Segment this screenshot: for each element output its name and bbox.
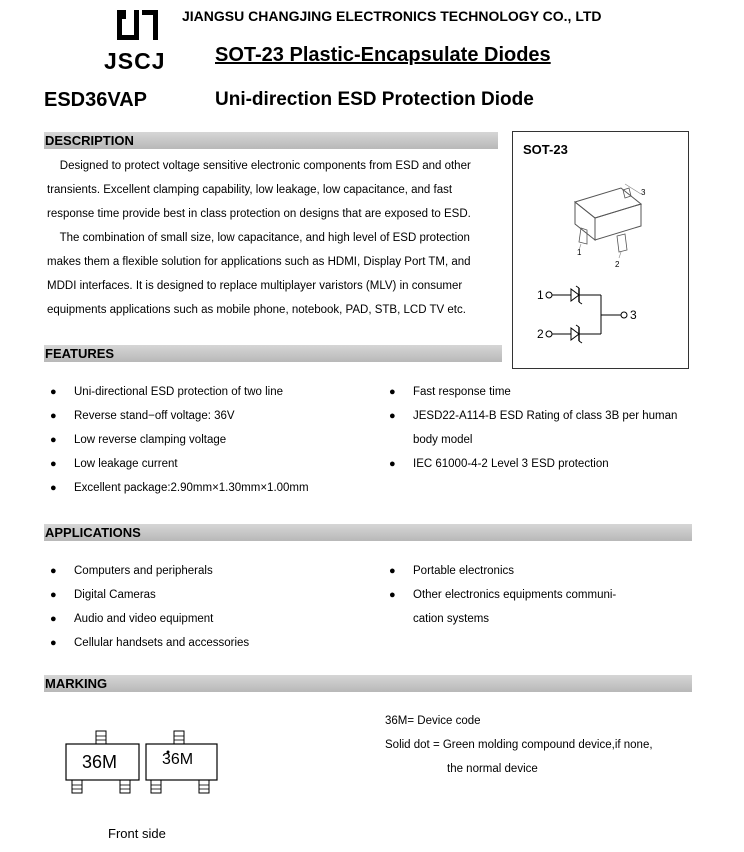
feature-text: JESD22-A114-B ESD Rating of class 3B per human [413,410,678,422]
feature-text: Fast response time [413,386,511,398]
applications-header-bar [44,524,692,541]
list-item [389,380,677,404]
bullet-icon: ● [50,458,57,470]
features-header-bar [44,345,502,362]
package-title: SOT-23 [523,142,568,157]
list-item [50,404,309,428]
list-item [389,607,616,631]
marking-title: MARKING [45,676,108,691]
bullet-icon: ● [389,386,396,398]
list-item [50,380,309,404]
features-title: FEATURES [45,346,115,361]
logo-text: JSCJ [104,48,166,74]
feature-text: Low leakage current [74,458,178,470]
feature-text: Uni-directional ESD protection of two line [74,386,284,398]
list-item [50,476,309,500]
application-text: Cellular handsets and accessories [74,637,250,649]
company-logo [98,8,170,76]
bullet-icon: ● [389,589,396,601]
package-box [512,131,689,369]
feature-text: body model [413,434,473,446]
bullet-icon: ● [50,410,57,422]
feature-text: Reverse stand−off voltage: 36V [74,410,235,422]
description-line: Designed to protect voltage sensitive electronic components from ESD and other [47,160,471,172]
applications-title: APPLICATIONS [45,525,141,540]
application-text: Audio and video equipment [74,613,214,625]
description-body [47,154,507,322]
list-item [389,404,677,428]
bullet-icon: ● [50,565,57,577]
part-number: ESD36VAP [44,89,148,111]
description-header-bar [44,132,498,149]
package-pin-label: 3 [641,188,646,197]
list-item [389,583,616,607]
bullet-icon: ● [50,386,57,398]
list-item [50,607,249,631]
applications-right-list [389,559,616,631]
description-line: MDDI interfaces. It is designed to replace multiplayer varistors (MLV) in consumer [47,280,463,292]
schematic-pin-label: 2 [537,327,544,341]
bullet-icon: ● [389,458,396,470]
list-item [50,583,249,607]
description-line: The combination of small size, low capacitance, and high level of ESD protection [47,232,470,244]
features-right-list [389,380,677,476]
description-line: transients. Excellent clamping capability, low leakage, low capacitance, and fast [47,184,453,196]
application-text: cation systems [413,613,490,625]
application-text: Computers and peripherals [74,565,213,577]
marking-note: Solid dot = Green molding compound device,if none, [385,739,653,751]
application-text: Other electronics equipments communi- [413,589,617,601]
marking-header-bar [44,675,692,692]
bullet-icon: ● [50,482,57,494]
schematic-pin-label: 1 [537,288,544,302]
bullet-icon: ● [50,434,57,446]
feature-text: Excellent package:2.90mm×1.30mm×1.00mm [74,482,309,494]
schematic-pin-label: 3 [630,308,637,322]
front-side-label: Front side [108,826,166,841]
bullet-icon: ● [50,637,57,649]
description-line: response time provide best in class protection on designs that are exposed to ESD. [47,208,471,220]
feature-text: Low reverse clamping voltage [74,434,227,446]
company-name: JIANGSU CHANGJING ELECTRONICS TECHNOLOGY CO., LTD [182,8,602,24]
description-line: equipments applications such as mobile phone, notebook, PAD, STB, LCD TV etc. [47,304,466,316]
application-text: Portable electronics [413,565,514,577]
marking-code-right: 36M [162,751,194,768]
feature-text: IEC 61000-4-2 Level 3 ESD protection [413,458,609,470]
bullet-icon: ● [50,589,57,601]
package-pin-label: 1 [577,248,582,257]
description-line: makes them a flexible solution for applications such as HDMI, Display Port TM, and [47,256,471,268]
list-item [50,428,309,452]
description-title: DESCRIPTION [45,133,134,148]
bullet-icon: ● [50,613,57,625]
list-item [389,559,616,583]
list-item [50,559,249,583]
marking-note: the normal device [447,763,538,775]
bullet-icon: ● [389,565,396,577]
document-title: SOT-23 Plastic-Encapsulate Diodes [215,44,551,66]
list-item [389,428,677,452]
applications-left-list [50,559,249,655]
bullet-icon: ● [389,410,396,422]
list-item [389,452,677,476]
package-pin-label: 2 [615,260,620,269]
marking-code-left: 36M [82,752,118,772]
document-subtitle: Uni-direction ESD Protection Diode [215,89,534,110]
application-text: Digital Cameras [74,589,156,601]
marking-note: 36M= Device code [385,715,481,727]
list-item [50,631,249,655]
features-left-list [50,380,309,500]
list-item [50,452,309,476]
